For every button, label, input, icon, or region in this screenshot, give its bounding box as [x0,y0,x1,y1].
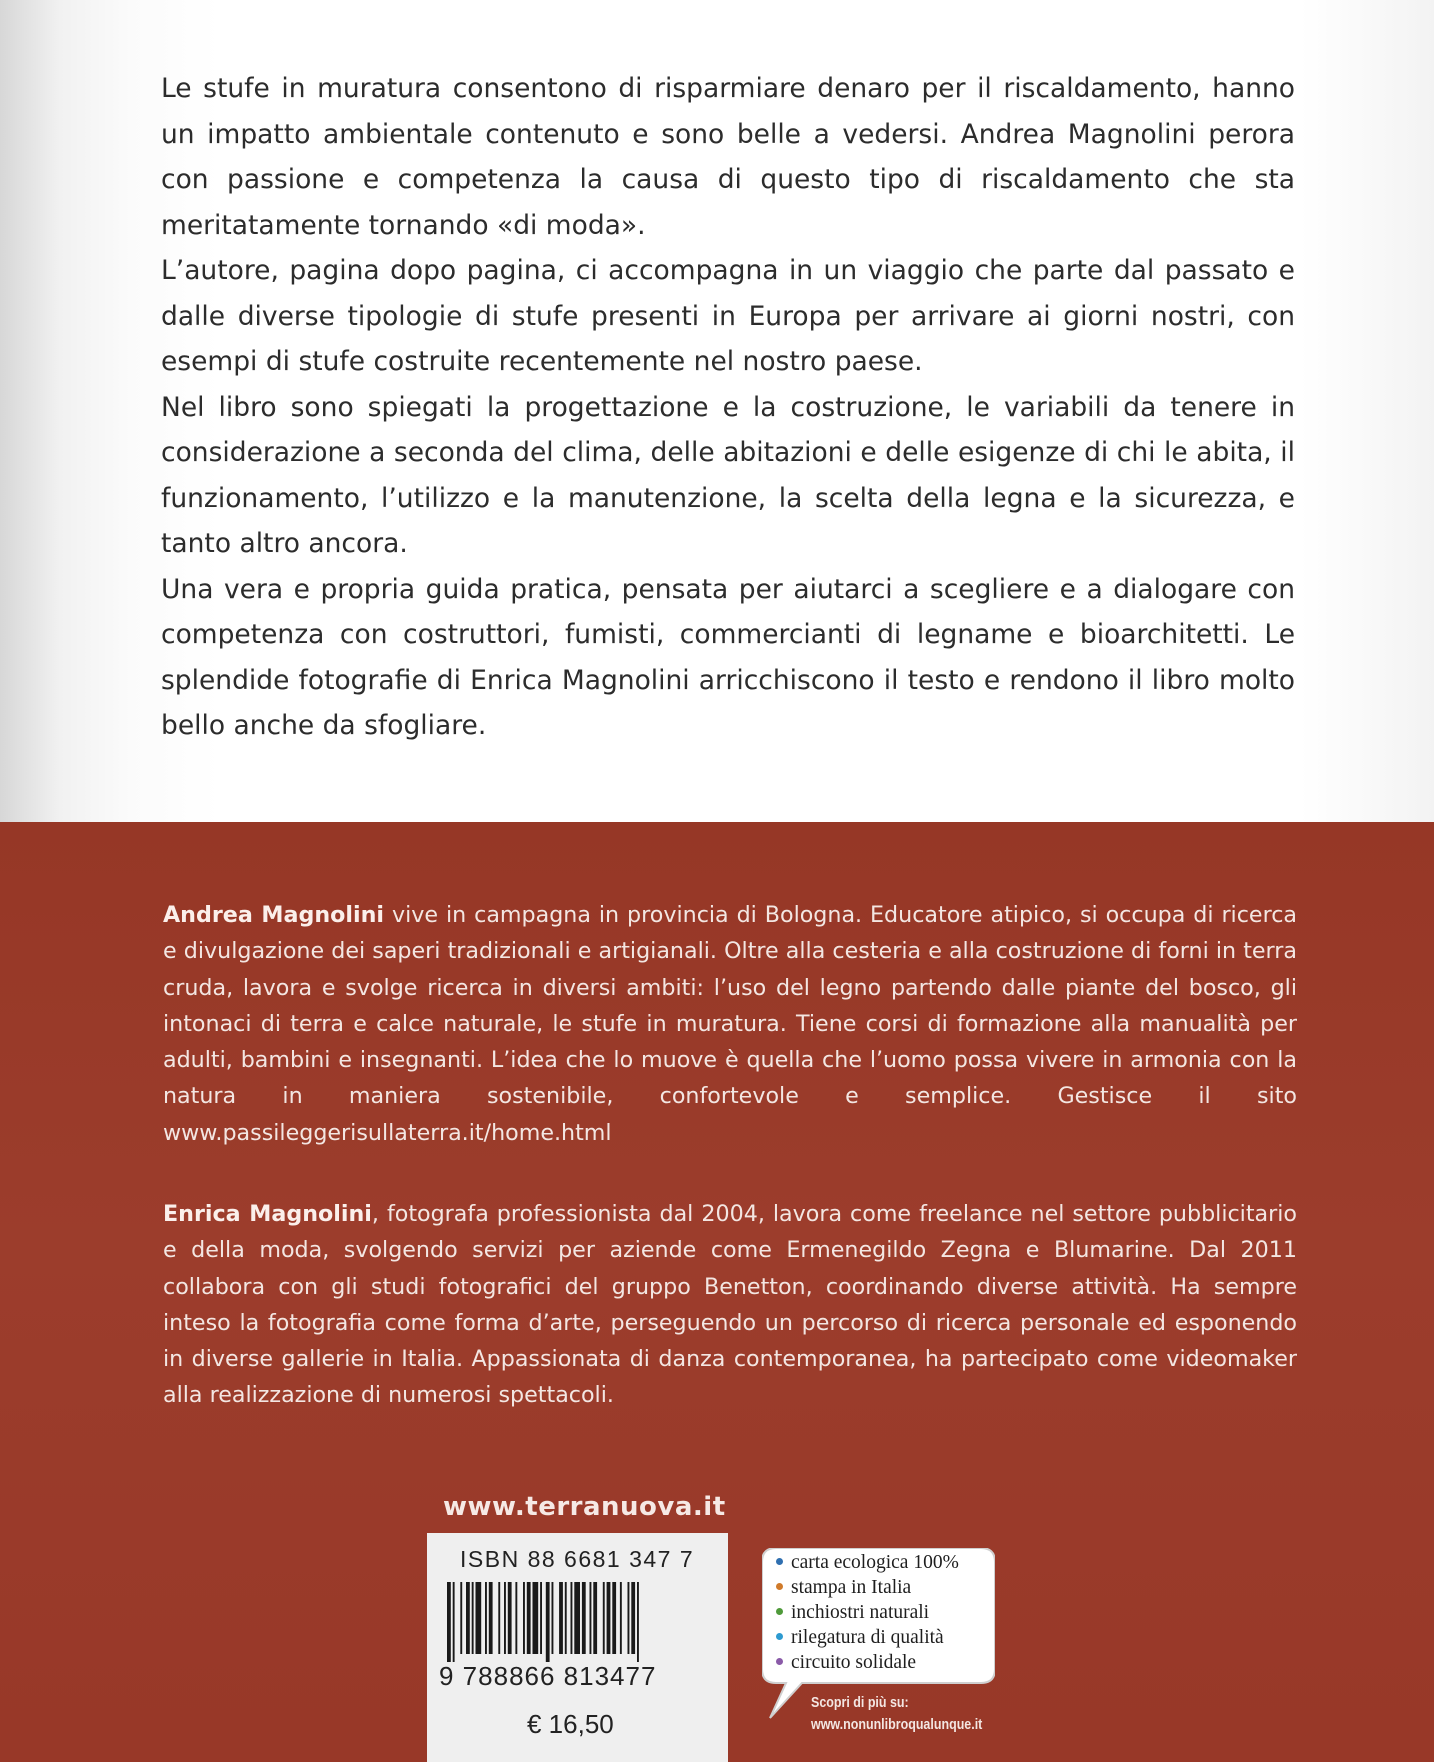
publisher-website: www.terranuova.it [443,1492,726,1522]
feature-item [776,1600,959,1625]
barcode-bar [472,1582,474,1654]
feature-item [776,1550,959,1575]
photographer-bio-enrica [163,1196,1297,1414]
author-name: Andrea Magnolini [163,902,385,928]
discover-label: Scopri di più su: [811,1695,909,1711]
description-paragraph: L’autore, pagina dopo pagina, ci accompagna in un viaggio che parte dal passato e dalle diverse tipologie di stufe presenti in Europa per arrivare ai giorni nostri, con esempi di stufe costruite recentemente nel nostro paese. [161,255,1295,377]
description-paragraph: Una vera e propria guida pratica, pensata per aiutarci a scegliere e a dialogare con competenza con costruttori, fumisti, commercianti di legname e bioarchitetti. Le splendide fotografie di Enrica Magnolini arricchiscono il testo e rendono il libro molto bello anche da sfogliare. [161,573,1295,741]
bullet-dot-icon [776,1608,783,1615]
feature-label: inchiostri naturali [791,1602,930,1623]
barcode-bar [582,1582,586,1654]
barcode-bar [593,1582,597,1654]
barcode-label [427,1533,728,1762]
barcode-bar [631,1582,635,1654]
barcode-bar [453,1582,455,1662]
photographer-bio-text: , fotografa professionista dal 2004, lavora come freelance nel settore pubblicitario e della moda, svolgendo servizi per aziende come Ermenegildo Zegna e Blumarine. Dal 2011 collabora con gli studi fotografici del gruppo Benetton, coordinando diverse attività. Ha sempre inteso la fotografia come forma d’arte, perseguendo un percorso di ricerca personale ed esponendo in diverse gallerie in Italia. Appassionata di danza contemporanea, ha partecipato come videomaker alla realizzazione di numerosi spettacoli. [163,1201,1298,1409]
feature-item [776,1650,959,1675]
barcode-bar [603,1582,605,1654]
description-paragraph: Le stufe in muratura consentono di risparmiare denaro per il riscaldamento, hanno un impatto ambientale contenuto e sono belle a vedersi. Andrea Magnolini perora con passione e competenza la causa di questo tipo di riscaldamento che sta meritatamente tornando «di moda». [161,73,1295,241]
feature-label: stampa in Italia [791,1577,912,1598]
barcode-bar [546,1582,550,1662]
bullet-dot-icon [776,1658,783,1665]
barcode-bar [533,1582,539,1654]
barcode-bar [540,1582,542,1654]
barcode-bar [460,1582,462,1654]
bullet-dot-icon [776,1583,783,1590]
feature-label: circuito solidale [791,1652,917,1673]
barcode-bar [447,1582,451,1662]
eco-features-list [776,1550,959,1675]
barcode-bar [574,1582,580,1654]
barcode-bar [612,1582,616,1654]
feature-item [776,1625,959,1650]
eco-features-badge [762,1548,995,1683]
barcode-icon [437,1582,719,1662]
barcode-bar [590,1582,592,1654]
barcode-bar [607,1582,611,1654]
feature-label: rilegatura di qualità [791,1627,944,1648]
bullet-dot-icon [776,1633,783,1640]
barcode-bar [527,1582,531,1654]
barcode-bar [565,1582,567,1654]
barcode-digits: 9 788866 813477 [439,1661,657,1691]
barcode-bar [637,1582,639,1662]
feature-label: carta ecologica 100% [791,1552,959,1573]
barcode-bar [504,1582,506,1654]
author-bio-text: vive in campagna in provincia di Bologna. Educatore atipico, si occupa di ricerca e divulgazione dei saperi tradizionali e artigianali. Oltre alla cesteria e alla costruzione di forni in terra cruda, lavora e svolge ricerca in diversi ambiti: l’uso del legno partendo dalle piante del bosco, gli intonaci di terra e calce naturale, le stufe in muratura. Tiene corsi di formazione alla manualità per adulti, bambini e insegnanti. L’idea che lo muove è quella che l’uomo possa vivere in armonia con la natura in maniera sostenibile, confortevole e semplice. Gestisce il sito www.passileggerisullaterra.it/home.html [163,902,1298,1146]
barcode-bar [508,1582,512,1654]
description-section [0,0,1434,822]
barcode-bar [559,1582,563,1654]
description-paragraph: Nel libro sono spiegati la progettazione e la costruzione, le variabili da tenere in considerazione a seconda del clima, delle abitazioni e delle esigenze di chi le abita, il funzionamento, l’utilizzo e la manutenzione, la scelta della legna e la sicurezza, e tanto altro ancora. [161,391,1295,559]
author-bio-andrea [163,897,1297,1151]
barcode-bar [571,1582,573,1654]
barcode-bar [476,1582,482,1654]
barcode-bar [498,1582,500,1654]
barcode-bar [485,1582,487,1654]
photographer-name: Enrica Magnolini [163,1201,372,1227]
barcode-bar [552,1582,554,1654]
barcode-bar [489,1582,493,1654]
barcode-bar [515,1582,517,1654]
barcode-bar [628,1582,630,1654]
isbn-number: ISBN 88 6681 347 7 [460,1546,695,1572]
bullet-dot-icon [776,1558,783,1565]
discover-url: www.nonunlibroqualunque.it [811,1717,983,1733]
discover-more [811,1692,982,1736]
barcode-bar [620,1582,622,1654]
feature-item [776,1575,959,1600]
price-label: € 16,50 [527,1709,614,1739]
barcode-bar [523,1582,525,1654]
barcode-bar [466,1582,470,1654]
book-description [161,66,1295,749]
